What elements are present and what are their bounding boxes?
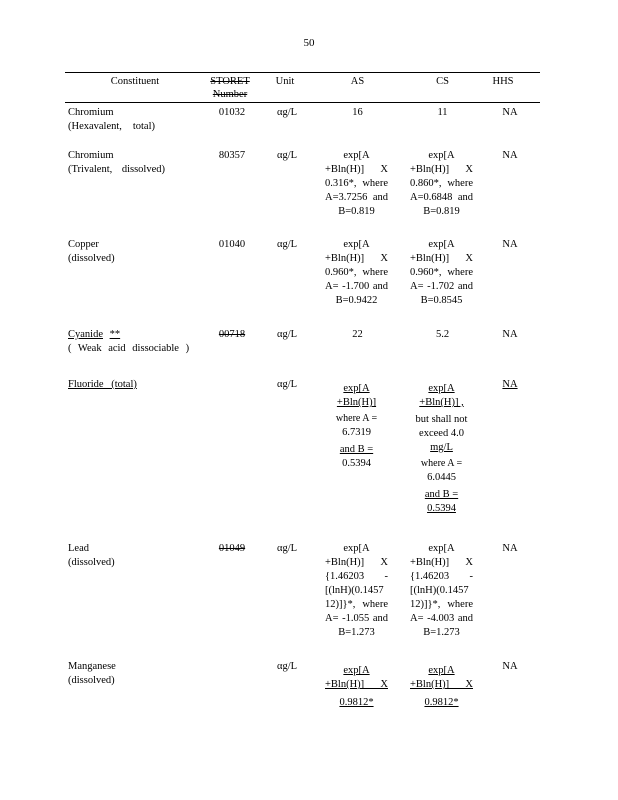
formula-line: +Bln(H)] X — [410, 679, 473, 690]
as-formula — [325, 238, 388, 308]
formula-line: exp[A — [428, 543, 455, 554]
header-unit: Unit — [275, 76, 295, 87]
unit-value: αg/L — [277, 543, 298, 554]
cs-formula — [410, 238, 473, 308]
cs-formula — [410, 542, 473, 640]
formula-line: exp[A — [343, 543, 370, 554]
row-copper-name — [68, 238, 115, 266]
storet-number: 01032 — [218, 107, 246, 118]
formula-line: 0.5394 — [342, 458, 371, 469]
header-cs: CS — [436, 76, 449, 87]
row-cyanide-name — [68, 328, 189, 356]
constituent-name: Copper — [68, 239, 99, 250]
formula-line: +Bln(H)] X — [325, 164, 388, 175]
cs-value: 11 — [437, 107, 448, 118]
formula-line: 12)]}*, where — [325, 599, 388, 610]
constituent-name: Chromium — [68, 107, 114, 118]
formula-line: exp[A — [428, 665, 455, 676]
hhs-value: NA — [502, 379, 518, 390]
formula-line: +Bln(H)] , — [419, 397, 464, 408]
formula-line: A= -1.702 and — [410, 281, 473, 292]
table-top-rule — [65, 72, 540, 73]
formula-line: +Bln(H)] X — [325, 557, 388, 568]
formula-line: 0.5394 — [427, 503, 456, 514]
row-lead-name — [68, 542, 115, 570]
unit-value: αg/L — [277, 150, 298, 161]
constituent-name — [68, 328, 189, 342]
formula-line: exp[A — [428, 383, 455, 394]
row-fluoride-name: Fluoride (total) — [68, 379, 137, 390]
storet-number: 01040 — [218, 239, 246, 250]
formula-line: +Bln(H)] X — [325, 253, 388, 264]
row-manganese-name — [68, 660, 116, 688]
qualifier-part: dissolved) — [121, 164, 165, 175]
constituent-qualifier: (dissolved) — [68, 557, 115, 568]
unit-value: αg/L — [277, 239, 298, 250]
constituent-qualifier: ( Weak acid dissociable ) — [68, 343, 190, 354]
formula-line: and B = — [339, 444, 374, 455]
formula-line: exp[A — [343, 239, 370, 250]
formula-line: B=0.819 — [338, 206, 375, 217]
storet-number: 01049 — [218, 543, 246, 554]
formula-line: 0.316*, where — [325, 178, 388, 189]
as-formula — [325, 382, 388, 471]
footnote-marker: ** — [109, 329, 121, 340]
header-hhs: HHS — [492, 76, 514, 87]
as-formula — [325, 149, 388, 219]
formula-line: exceed 4.0 — [419, 428, 464, 439]
as-value: 16 — [352, 107, 363, 118]
as-formula — [325, 542, 388, 640]
constituent-name: Lead — [68, 543, 89, 554]
hhs-value: NA — [502, 239, 518, 250]
constituent-qualifier: (dissolved) — [68, 675, 115, 686]
unit-value: αg/L — [277, 379, 298, 390]
storet-number: 00718 — [218, 329, 246, 340]
as-value: 22 — [352, 329, 363, 340]
formula-line: A= -1.700 and — [325, 281, 388, 292]
formula-line: 6.0445 — [427, 472, 456, 483]
formula-line: [(lnH)(0.1457 — [410, 585, 469, 596]
formula-line: {1.46203 - — [410, 571, 473, 582]
unit-value: αg/L — [277, 329, 298, 340]
hhs-value: NA — [502, 150, 518, 161]
formula-line: +Bln(H)] X — [325, 679, 388, 690]
formula-line: +Bln(H)] X — [410, 557, 473, 568]
formula-line: A=3.7256 and — [325, 192, 388, 203]
formula-line: A= -4.003 and — [410, 613, 473, 624]
header-storet: STORET — [210, 76, 250, 87]
qualifier-part: total) — [132, 121, 155, 132]
formula-line: +Bln(H)] X — [410, 253, 473, 264]
unit-value: αg/L — [277, 661, 298, 672]
formula-line: B=1.273 — [423, 627, 460, 638]
hhs-value: NA — [502, 329, 518, 340]
page-number: 50 — [303, 37, 315, 49]
formula-line: where A = — [335, 413, 378, 424]
storet-number: 80357 — [218, 150, 246, 161]
constituent-qualifier: (dissolved) — [68, 253, 115, 264]
header-constituent: Constituent — [110, 76, 160, 87]
table-header-rule — [65, 102, 540, 103]
cs-formula — [410, 382, 473, 516]
constituent-name: Chromium — [68, 150, 114, 161]
formula-line: B=1.273 — [338, 627, 375, 638]
constituent-name: Manganese — [68, 661, 116, 672]
formula-line: exp[A — [343, 150, 370, 161]
formula-line: A=0.6848 and — [410, 192, 473, 203]
formula-line: and B = — [424, 489, 459, 500]
constituent-qualifier — [68, 120, 155, 134]
formula-line: exp[A — [343, 665, 370, 676]
formula-line: A= -1.055 and — [325, 613, 388, 624]
cyanide-label: Cyanide — [68, 329, 103, 340]
formula-line: where A = — [420, 458, 463, 469]
formula-line: exp[A — [428, 239, 455, 250]
row-chromium-hex-name — [68, 106, 155, 134]
formula-line: 0.860*, where — [410, 178, 473, 189]
as-formula — [325, 664, 388, 710]
row-chromium-tri-name — [68, 149, 165, 177]
formula-line: B=0.8545 — [420, 295, 463, 306]
qualifier-part: (Hexavalent, — [68, 121, 122, 132]
formula-line: [(lnH)(0.1457 — [325, 585, 384, 596]
formula-line: but shall not — [415, 414, 468, 425]
header-as: AS — [350, 76, 365, 87]
constituent-qualifier — [68, 163, 165, 177]
unit-value: αg/L — [277, 107, 298, 118]
formula-line: 12)]}*, where — [410, 599, 473, 610]
formula-line: +Bln(H)] X — [410, 164, 473, 175]
formula-line: {1.46203 - — [325, 571, 388, 582]
formula-line: 0.960*, where — [325, 267, 388, 278]
cs-formula — [410, 149, 473, 219]
qualifier-part: (Trivalent, — [68, 164, 113, 175]
formula-line: exp[A — [343, 383, 370, 394]
formula-line: exp[A — [428, 150, 455, 161]
hhs-value: NA — [502, 543, 518, 554]
formula-line: 0.9812* — [339, 697, 374, 708]
formula-line: 6.7319 — [342, 427, 371, 438]
cs-formula — [410, 664, 473, 710]
hhs-value: NA — [502, 661, 518, 672]
formula-line: mg/L — [430, 442, 453, 453]
formula-line: +Bln(H)] — [336, 397, 377, 408]
cs-value: 5.2 — [435, 329, 450, 340]
formula-line: 0.9812* — [424, 697, 459, 708]
hhs-value: NA — [502, 107, 518, 118]
header-storet-number: Number — [212, 89, 248, 100]
formula-line: 0.960*, where — [410, 267, 473, 278]
formula-line: B=0.9422 — [335, 295, 378, 306]
formula-line: B=0.819 — [423, 206, 460, 217]
